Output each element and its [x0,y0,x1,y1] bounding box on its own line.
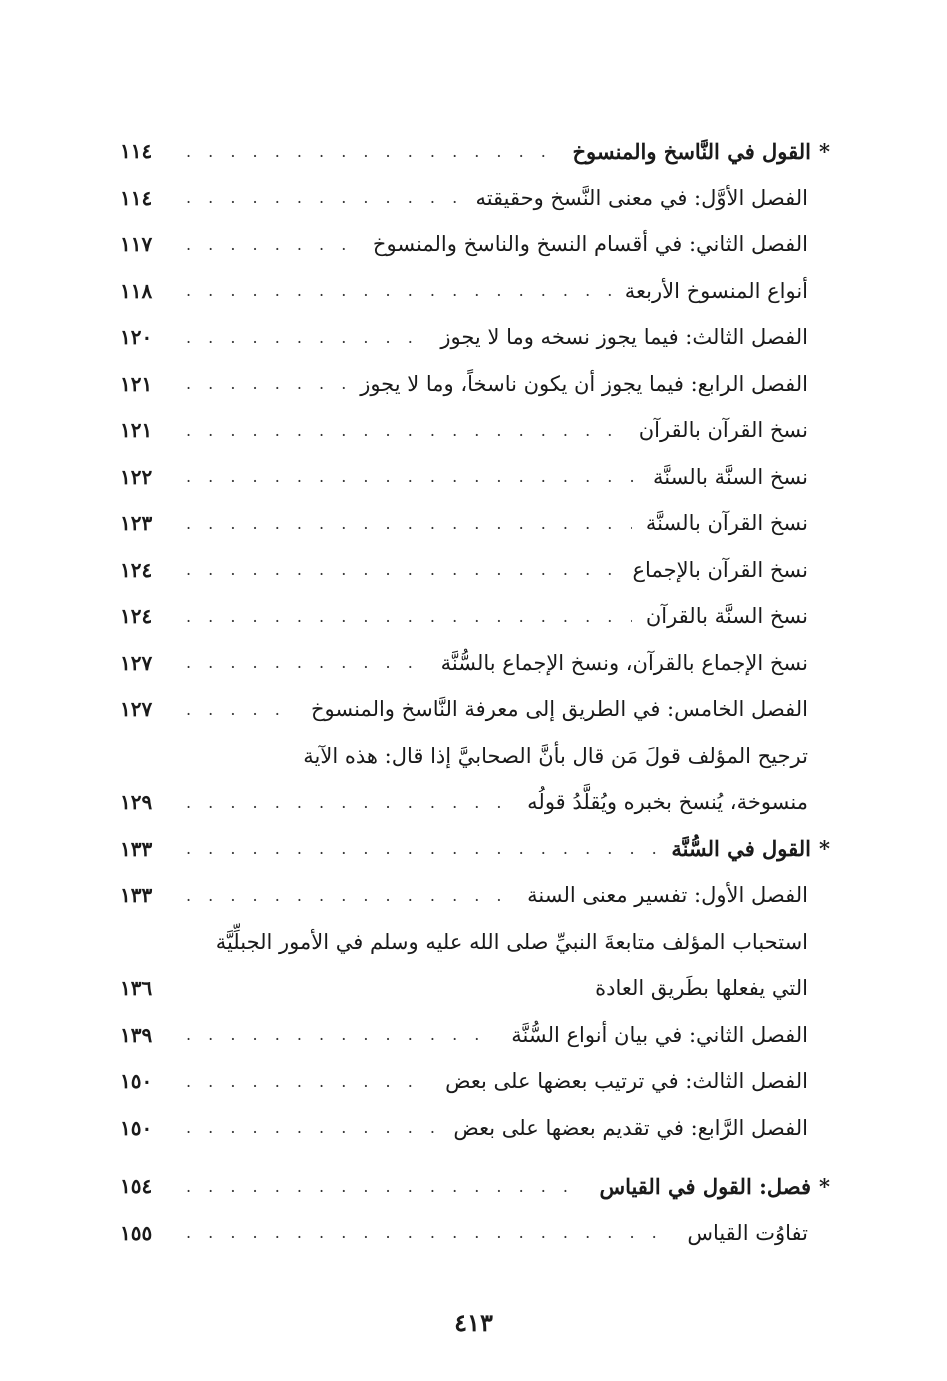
toc-page-number: ١٢٠ [120,325,153,350]
leader-dots [186,653,427,672]
toc-page-number: ١٢٤ [120,557,153,582]
leader-dots [186,467,639,486]
toc-page-number: ١٢٢ [120,464,153,489]
toc-entry [120,1163,830,1210]
leader-dots [186,1223,673,1242]
toc-entry [120,593,830,640]
bullet-star-icon: * [819,836,830,862]
toc-entry [120,221,830,268]
toc-page-number: ١٢٧ [120,697,153,722]
leader-dots [186,514,632,533]
toc-page-number: ١١٤ [120,185,153,210]
toc-page-number: ١٥٤ [120,1174,153,1199]
toc-entry-title: نسخ السنَّة بالقرآن [645,604,808,629]
leader-dots [186,839,657,858]
toc-entry-title-line2: منسوخة، يُنسخ بخبره ويُقلَّدُ قولُه [527,790,808,815]
toc-entry [120,1058,830,1105]
toc-entry-title: الفصل الثاني: في أقسام النسخ والناسخ والمنسوخ [372,232,808,257]
toc-entry-title: الفصل الثالث: في ترتيب بعضها على بعض [445,1069,808,1094]
leader-dots [186,188,461,207]
toc-entry-title: الفصل الرَّابع: في تقديم بعضها على بعض [453,1115,808,1140]
toc-page-number: ١١٤ [120,139,153,164]
leader-dots [186,700,297,719]
toc-entry [120,779,830,826]
toc-entry [120,686,830,733]
toc-entry-title: الفصل الثالث: فيما يجوز نسخه وما لا يجوز [440,325,808,350]
toc-entry-title: الفصل الخامس: في الطريق إلى معرفة النَّاسخ والمنسوخ [310,697,808,722]
bullet-star-icon: * [819,138,830,164]
toc-entry-title: ترجيح المؤلف قولَ مَن قال بأنَّ الصحابيَّ إذا قال: هذه الآية [303,743,808,768]
toc-entry-title: القول في السُّنَّة [671,836,812,862]
toc-page-number: ١١٨ [120,278,153,303]
bullet-star-icon: * [819,1173,830,1199]
toc-entry-title: الفصل الثاني: في بيان أنواع السُّنَّة [511,1022,808,1047]
page-number-footer: ٤١٣ [454,1308,493,1337]
toc-page-number: ١٢١ [120,418,153,443]
toc-entry [120,454,830,501]
leader-dots [186,1177,585,1196]
toc-entry-title: أنواع المنسوخ الأربعة [624,278,808,303]
toc-entry [120,500,830,547]
leader-dots [186,607,632,626]
toc-entry-title: استحباب المؤلف متابعةَ النبيِّ صلى الله عليه وسلم في الأمور الجبلِّيَّة [215,929,808,954]
toc-page-number: ١٥٠ [120,1115,153,1140]
toc-entry-title: فصل: القول في القياس [599,1173,812,1199]
leader-dots [186,1118,439,1137]
leader-dots [186,281,611,300]
toc-entry [120,314,830,361]
toc-entry [120,1012,830,1059]
toc-entry [120,128,830,175]
toc-page-number: ١٢٧ [120,650,153,675]
toc-entry-title-line1 [120,733,830,780]
leader-dots [186,886,513,905]
toc-page-number: ١٥٥ [120,1220,153,1245]
toc-page-number: ١٣٣ [120,836,153,861]
toc-page-number: ١٢٩ [120,790,153,815]
toc-entry [120,175,830,222]
toc-entry [120,965,830,1012]
toc-entry [120,640,830,687]
toc-entry [120,268,830,315]
toc-entry [120,547,830,594]
toc-entry [120,407,830,454]
toc-page-number: ١١٧ [120,232,153,257]
toc-page-number: ١٢٤ [120,604,153,629]
leader-dots [186,560,619,579]
toc-entry-title: الفصل الرابع: فيما يجوز أن يكون ناسخاً، وما لا يجوز [360,371,808,396]
toc-entry-title: القول في النَّاسخ والمنسوخ [572,138,812,164]
toc-page-number: ١٢٣ [120,511,153,536]
toc-page-number: ١٣٩ [120,1022,153,1047]
toc-page-number: ١٥٠ [120,1069,153,1094]
toc-entry-title: نسخ الإجماع بالقرآن، ونسخ الإجماع بالسُّنَّة [440,650,808,675]
toc-entry-title-line2: التي يفعلها بطَريق العادة [595,976,808,1001]
toc-entry [120,872,830,919]
leader-dots [186,1025,497,1044]
toc-entry-title: نسخ القرآن بالقرآن [638,418,808,443]
leader-dots [186,1072,431,1091]
leader-dots [186,328,426,347]
toc-entry [120,1210,830,1257]
toc-entry-title: نسخ القرآن بالسنَّة [645,511,808,536]
toc-entry-title: تفاوُت القياس [687,1220,808,1245]
toc-entry [120,1105,830,1152]
toc-entry-title: الفصل الأول: تفسير معنى السنة [527,883,808,908]
toc-entry-title: نسخ القرآن بالإجماع [632,557,808,582]
table-of-contents [120,128,830,1256]
leader-dots [186,235,359,254]
toc-entry-title-line1 [120,919,830,966]
leader-dots [186,374,346,393]
leader-dots [186,421,625,440]
toc-entry [120,826,830,873]
toc-entry-title: نسخ السنَّة بالسنَّة [652,464,808,489]
toc-entry [120,361,830,408]
toc-page-number: ١٢١ [120,371,153,396]
toc-entry-title: الفصل الأوَّل: في معنى النَّسخ وحقيقته [475,185,808,210]
leader-dots [186,142,558,161]
toc-page-number: ١٣٦ [120,976,153,1001]
leader-dots [186,793,513,812]
toc-page-number: ١٣٣ [120,883,153,908]
